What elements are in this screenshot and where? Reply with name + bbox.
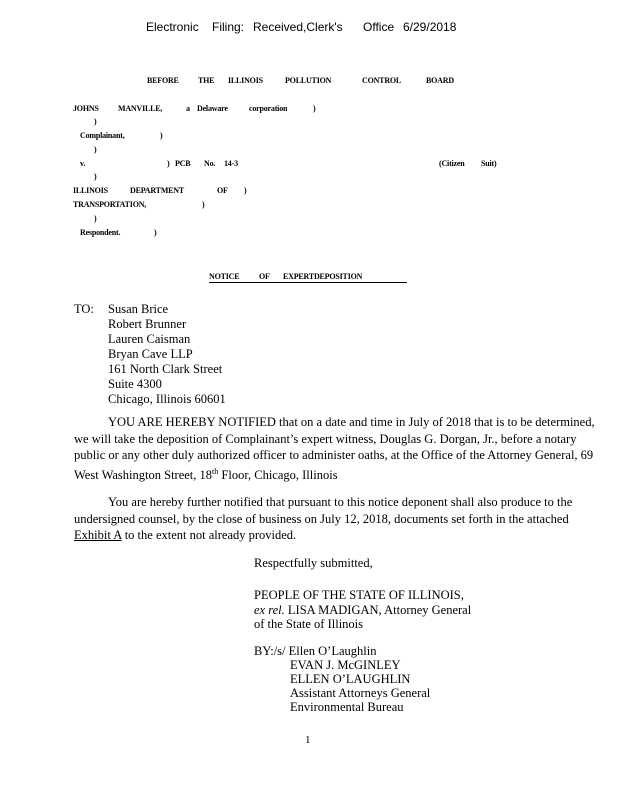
page-number: 1 xyxy=(305,734,311,746)
filing-header-word: Office xyxy=(363,20,395,34)
caption-paren: ) xyxy=(167,159,170,168)
versus: v. xyxy=(80,159,86,168)
caption-paren: ) xyxy=(313,104,316,113)
addressee-line: Chicago, Illinois 60601 xyxy=(108,392,226,406)
complainant-label: Complainant, xyxy=(80,131,125,140)
filing-header-word: Filing: xyxy=(212,20,245,34)
notice-title-word: OF xyxy=(259,272,270,281)
signature-org-line: PEOPLE OF THE STATE OF ILLINOIS, xyxy=(254,588,464,602)
filing-header-word: Electronic xyxy=(146,20,199,34)
suit-label: Suit) xyxy=(481,159,497,168)
no-label: No. xyxy=(204,159,216,168)
attorney-title: Assistant Attorneys General xyxy=(290,686,431,700)
signature-by-line: BY:/s/ Ellen O’Laughlin xyxy=(254,644,377,658)
caption-word: a xyxy=(186,104,190,113)
paragraph-2-text: You are hereby further notified that pursuant to this notice deponent shall also produce to the undersigned counsel, by the close of business on July 12, 2018, documents set forth in the attached xyxy=(74,495,573,526)
addressee-line: Suite 4300 xyxy=(108,377,162,391)
citizen-label: (Citizen xyxy=(439,159,465,168)
filing-header-date: 6/29/2018 xyxy=(403,20,457,34)
caption-word: ILLINOIS xyxy=(73,186,108,195)
board-heading-word: POLLUTION xyxy=(285,76,332,85)
attorney-bureau: Environmental Bureau xyxy=(290,700,404,714)
caption-word: TRANSPORTATION, xyxy=(73,200,147,209)
caption-paren: ) xyxy=(202,200,205,209)
notice-title-word: EXPERTDEPOSITION xyxy=(283,272,363,281)
notice-title-underline xyxy=(209,282,407,283)
attorney-name: EVAN J. McGINLEY xyxy=(290,658,401,672)
caption-paren: ) xyxy=(94,214,97,223)
caption-paren: ) xyxy=(94,145,97,154)
notice-paragraph-1 xyxy=(74,414,602,483)
to-label: TO: xyxy=(74,302,94,316)
attorney-name: ELLEN O’LAUGHLIN xyxy=(290,672,411,686)
respondent-label: Respondent. xyxy=(80,228,121,237)
board-heading-word: THE xyxy=(198,76,215,85)
board-heading-word: ILLINOIS xyxy=(228,76,263,85)
paragraph-1-end: Floor, Chicago, Illinois xyxy=(218,467,338,482)
caption-word: corporation xyxy=(249,104,288,113)
addressee-line: Lauren Caisman xyxy=(108,332,191,346)
signature-org-rest: LISA MADIGAN, Attorney General xyxy=(284,603,472,617)
caption-word: Delaware xyxy=(197,104,228,113)
board-heading-word: BEFORE xyxy=(147,76,179,85)
filing-header-word: Received,Clerk's xyxy=(253,20,343,34)
ex-rel: ex rel. xyxy=(254,603,285,617)
signature-org-line xyxy=(254,603,471,618)
case-number: 14-3 xyxy=(224,159,238,168)
closing: Respectfully submitted, xyxy=(254,556,373,570)
caption-paren: ) xyxy=(244,186,247,195)
caption-word: JOHNS xyxy=(73,104,99,113)
caption-word: DEPARTMENT xyxy=(130,186,185,195)
addressee-line: Robert Brunner xyxy=(108,317,187,331)
caption-paren: ) xyxy=(160,131,163,140)
exhibit-a-link[interactable]: Exhibit A xyxy=(74,528,122,542)
paragraph-1-text: YOU ARE HEREBY NOTIFIED that on a date and time in July of 2018 that is to be determined, we will take the deposition of Complainant’s expert witness, Douglas G. Dorgan, Jr., before a notary public or any other duly authorized officer to administer oaths, at the Office of the Attorney General, 69 West Washington Street, 18 xyxy=(74,415,595,482)
caption-paren: ) xyxy=(154,228,157,237)
board-heading-word: CONTROL xyxy=(362,76,402,85)
caption-word: OF xyxy=(217,186,228,195)
signature-org-line: of the State of Illinois xyxy=(254,617,364,631)
addressee-line: 161 North Clark Street xyxy=(108,362,223,376)
caption-paren: ) xyxy=(94,117,97,126)
addressee-line: Susan Brice xyxy=(108,302,169,316)
paragraph-2-end: to the extent not already provided. xyxy=(121,528,297,542)
pcb-label: PCB xyxy=(175,159,191,168)
addressee-line: Bryan Cave LLP xyxy=(108,347,193,361)
notice-title-word: NOTICE xyxy=(209,272,240,281)
caption-paren: ) xyxy=(94,172,97,181)
notice-paragraph-2 xyxy=(74,494,602,544)
board-heading-word: BOARD xyxy=(426,76,454,85)
caption-word: MANVILLE, xyxy=(118,104,163,113)
floor-ordinal: th xyxy=(212,466,219,476)
